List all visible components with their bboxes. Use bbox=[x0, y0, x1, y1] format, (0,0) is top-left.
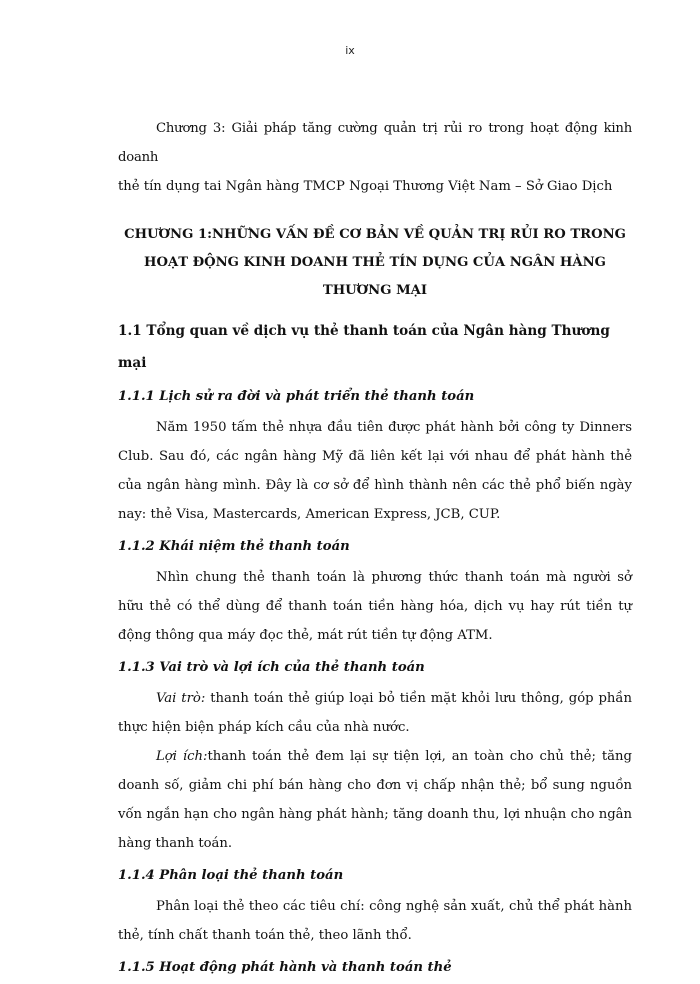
toc-entry-line2: thẻ tín dụng tai Ngân hàng TMCP Ngoại Thương Việt Nam – Sở Giao Dịch bbox=[118, 179, 613, 194]
page-content bbox=[118, 114, 632, 984]
section-1-1-4-body: Phân loại thẻ theo các tiêu chí: công nghệ sản xuất, chủ thể phát hành thẻ, tính chất thanh toán thẻ, theo lãnh thổ. bbox=[118, 899, 632, 943]
section-1-1-4-heading: 1.1.4 Phân loại thẻ thanh toán bbox=[118, 868, 344, 883]
benefit-label: Lợi ích: bbox=[156, 749, 208, 764]
chapter-title-line1: CHƯƠNG 1:NHỮNG VẤN ĐỀ CƠ BẢN VỀ QUẢN TRỊ RỦI RO TRONG bbox=[124, 227, 626, 242]
role-label: Vai trò: bbox=[156, 691, 206, 706]
chapter-title bbox=[118, 221, 632, 305]
benefit-text: thanh toán thẻ đem lại sự tiện lợi, an toàn cho chủ thẻ; tăng doanh số, giảm chi phí bán hàng cho đơn vị chấp nhận thẻ; bổ sung nguồn vốn ngắn hạn cho ngân hàng phát hành; tăng doanh thu, lợi nhuận cho ngân hàng thanh toán. bbox=[118, 749, 632, 851]
section-1-1-3-role bbox=[118, 684, 632, 742]
section-1-1-2-heading: 1.1.2 Khái niệm thẻ thanh toán bbox=[118, 539, 350, 554]
section-1-1-2-body: Nhìn chung thẻ thanh toán là phương thức thanh toán mà người sở hữu thẻ có thể dùng để thanh toán tiền hàng hóa, dịch vụ hay rút tiền tự động thông qua máy đọc thẻ, mát rút tiền tự động ATM. bbox=[118, 570, 632, 643]
section-1-1-heading: 1.1 Tổng quan về dịch vụ thẻ thanh toán của Ngân hàng Thương mại bbox=[118, 323, 610, 371]
toc-entry-line1: Chương 3: Giải pháp tăng cường quản trị rủi ro trong hoạt động kinh doanh bbox=[118, 121, 632, 165]
role-text: thanh toán thẻ giúp loại bỏ tiền mặt khỏi lưu thông, góp phần thực hiện biện pháp kích cầu của nhà nước. bbox=[118, 691, 632, 735]
section-1-1-1-body: Năm 1950 tấm thẻ nhựa đầu tiên được phát hành bởi công ty Dinners Club. Sau đó, các ngân hàng Mỹ đã liên kết lại với nhau để phát hành thẻ của ngân hàng mình. Đây là cơ sở để hình thành nên các thẻ phổ biến ngày nay: thẻ Visa, Mastercards, American Express, JCB, CUP. bbox=[118, 420, 632, 522]
section-1-1-5-heading: 1.1.5 Hoạt động phát hành và thanh toán thẻ bbox=[118, 960, 452, 975]
section-1-1-3-heading: 1.1.3 Vai trò và lợi ích của thẻ thanh toán bbox=[118, 660, 425, 675]
section-1-1-1-heading: 1.1.1 Lịch sử ra đời và phát triển thẻ thanh toán bbox=[118, 389, 475, 404]
chapter-title-line3: THƯƠNG MẠI bbox=[322, 283, 428, 298]
section-1-1-3-benefit bbox=[118, 742, 632, 858]
page-number: ix bbox=[345, 44, 355, 57]
chapter-title-line2: HOẠT ĐỘNG KINH DOANH THẺ TÍN DỤNG CỦA NGÂN HÀNG bbox=[144, 255, 606, 270]
